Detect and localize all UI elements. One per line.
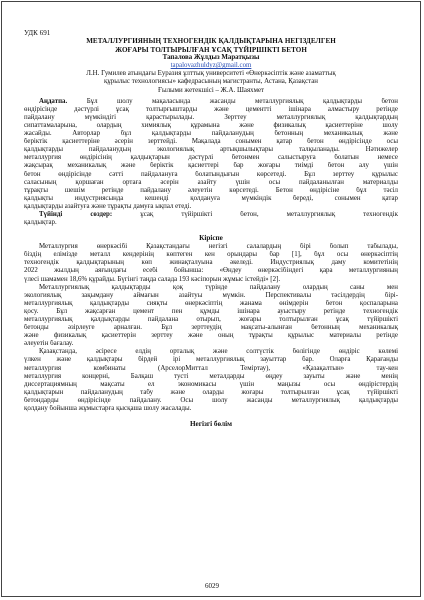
section-heading-intro: Кіріспе — [199, 234, 223, 243]
body-line: диссертациямның мақсаты ел экономикасы үшін маңызы осы өндірістердің — [24, 380, 398, 388]
paper-content — [24, 29, 398, 429]
email-link[interactable]: tapalovazhuldyz@gmail.com — [170, 62, 252, 70]
body-line: Қазақстанда, әсіресе елдің орталық және солтүстік бөлігінде өндіріс көлемі — [39, 348, 398, 356]
body-line: техногендік қалдықтарының көп жинақталуына әкеледі. Индустриялық даму комитетінің — [24, 259, 398, 267]
intro-paragraph — [24, 348, 398, 413]
abstract — [24, 98, 398, 211]
abstract-line: беріктік қасиеттеріне әсерін зерттейді. Мақалада сонымен қатар бетон өндірісінде осы — [24, 138, 398, 146]
body-line: Металлургия өнеркәсібі Қазақстандағы негізгі салалардың бірі болып табылады, — [39, 243, 398, 251]
title-line: ЖОҒАРЫ ТОЛТЫРЫЛҒАН ҰСАҚ ТҮЙІРШІКТІ БЕТОН — [115, 45, 307, 54]
page-number: 6029 — [205, 582, 219, 590]
keywords-line: Түйінді сөздер: ұсақ түйіршікті бетон, металлургиялық техногендік — [39, 210, 398, 218]
author-email[interactable] — [24, 62, 398, 70]
abstract-line: пайдалану мүмкіндігі қарастырылады. Зерттеу металлургиялық қалдықтардың — [24, 113, 398, 121]
body-line: қалдықтарын пайдаланудың табу және оларды жоғары толтырылған ұсақ түйіршікті — [24, 388, 398, 396]
udc-code: УДК 691 — [24, 29, 51, 37]
keywords-label: Түйінді сөздер: — [39, 210, 113, 218]
body-line: және физикалық қасиеттерін зерттеу және оның тұрақты құрылыс материалы ретінде — [24, 332, 398, 340]
body-line: бетондарды өндірісінде пайдалану. Осы шолу жасанды металлургиялық қалдықтарды — [24, 396, 398, 404]
body-line: үлкен және қалдықтары бірдей ірі металлургиялық зауыттар бар. Оларға Қарағанды — [24, 356, 398, 364]
title-line: МЕТАЛЛУРГИЯНЫҢ ТЕХНОГЕНДІК ҚАЛДЫҚТАРЫНА НЕГІЗДЕЛГЕН — [86, 37, 336, 45]
body-line: Металлургиялық қалдықтарды қоқ түрінде пайдалану олардың саны мен — [39, 283, 398, 291]
body-line: экологиялық зақымдану аймағын азайтуы мүмкін. Перспективалы тәсілдердің бірі- — [24, 291, 398, 299]
body-line: біздің елімізде металл кендерінің көптеген кен орындары бар [1], бұл осы өнеркәсіптің — [24, 251, 398, 259]
author-name: Тапалова Жұлдыз Маратқызы — [162, 54, 260, 62]
body-line: металлургиялық қалдықтарды сияқты өнеркәсіптің жанама өнімдерін бетон қоспаларына — [24, 299, 398, 307]
body-line: бетонды әзірлеуге арналған. Бұл зерттеудің мақсаты-алынған бетонның механикалық — [24, 324, 398, 332]
body-line: әлеуетін бағалау. — [24, 340, 74, 348]
abstract-line: саласының қоршаған ортаға әсерін азайту үшін осы пайдаланылған материалды — [24, 178, 398, 186]
keywords-line: қалдықтар. — [24, 219, 57, 227]
intro-paragraph — [24, 243, 398, 283]
abstract-line: қалдықтарды пайдаланудың экологиялық артықшылықтары талқыланады. Нәтижелер — [24, 146, 398, 154]
abstract-line: қалдықты индустриясында кешенді қолдануға мүмкіндік береді, сонымен қатар — [24, 194, 398, 202]
abstract-line: жақсырақ механикалық және беріктік қасиеттері бар жоғары тиімді бетон алу үшін — [24, 162, 398, 170]
intro-paragraph — [24, 284, 398, 349]
body-line: металлургия концерні, Балқаш тусті металдарды өңдеу зауыты және менің — [24, 372, 398, 380]
body-line: үлесі шамамен 18,6% құрайды. Бүгінгі таңда салада 193 кәсіпорын жұмыс істейді» [2]. — [24, 275, 281, 283]
affiliation — [24, 70, 398, 94]
body-line: қосу. Бұл жақсарған цемент пен құмды ішінара ауыстыру ретінде техногендік — [24, 307, 398, 315]
body-line: металлургия комбинаты (АрселорМиттал Теміртау), «Қазақалтын» тау-кен — [24, 364, 398, 372]
abstract-line: Аңдатпа. Бұл шолу мақаласында жасанды металлургиялық қалдықтарды бетон — [39, 97, 398, 105]
section-heading-main: Негізгі бөлім — [189, 420, 233, 429]
affiliation-line: Ғылыми жетекшісі – Ж.А. Шаяхмет — [157, 86, 265, 94]
body-line: металлургиялық қалдықтарды пайдалана отырып, жоғары толтырылған ұсақ түйіршікті — [24, 316, 398, 323]
abstract-line: өндірісінде дәстүрлі ұсақ толтырғыштарды және цементті ішінара алмастыру ретінде — [24, 105, 398, 113]
abstract-label: Аңдатпа. — [39, 97, 68, 105]
abstract-line: тұрақты шешім ретінде пайдалану әлеуетін көрсетеді. Бетон өндірісіне бұл тәсіл — [24, 186, 398, 194]
body-line: 2022 жылдың аяғындағы есебі бойынша: «Өндеу өнеркәсібіндегі қара металлургияның — [24, 267, 398, 275]
keywords — [24, 211, 398, 227]
abstract-line: қалдықтарды азайтуға және тұрақты дамуға ықпал етеді. — [24, 202, 192, 210]
abstract-line: сипаттамаларына, олардың химиялық құрамына және физикалық қасиеттеріне шолу — [24, 121, 398, 129]
paper-title — [24, 37, 398, 54]
abstract-line: жасайды. Авторлар бұл қалдықтарды пайдаланудың бетонның механикалық және — [24, 130, 398, 138]
body-line: қолдану бойынша жұмыстарға қысқаша шолу жасалады. — [24, 405, 192, 413]
abstract-line: металлургия өндірісінің қалдықтарын дәстүрлі бетонмен салыстыруға болатын немесе — [24, 154, 398, 162]
affiliation-line: Л.Н. Гумилев атындағы Еуразия ұлттық университеті «Өнеркәсіптік және азаматтық — [86, 70, 336, 78]
affiliation-line: құрылыс технологиясы» кафедрасының магистранты, Астана, Қазақстан — [104, 78, 318, 86]
abstract-line: бетон өндірісінде сәтті пайдалануға болатындығын көрсетеді. Бұл зерттеу құрылыс — [24, 170, 398, 178]
